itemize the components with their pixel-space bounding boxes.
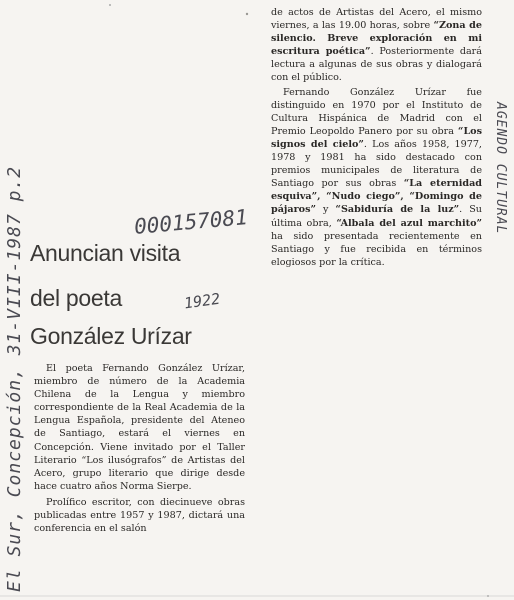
source-note-handwritten: El Sur, Concepción, 31-VIII-1987 p.2: [4, 165, 25, 592]
left-paragraph-2: Prolífico escritor, con diecinueve obras publicadas entre 1957 y 1987, dictará una conferencia en el salón: [34, 496, 245, 535]
headline-line-2: del poeta: [30, 285, 122, 311]
right-paragraph-2: Fernando González Urízar fue distinguido en 1970 por el Instituto de Cultura Hispánica de Madrid con el Premio Leopoldo Panero por su obra “Los signos del cielo”. Los años 1958, 1977, 1978 y 1981 ha sido destacado con premios municipales de literatura de Santiago por sus obras “La eternidad esquiva”, “Nudo ciego”, “Domingo de pájaros” y “Sabiduría de la luz”. Su última obra, “Albala del azul marchito” ha sido presentada recientemente en Santiago y fue recibida en términos elogiosos por la crítica.: [271, 86, 482, 268]
headline-line-1: Anuncian visita: [30, 240, 181, 266]
left-article-column: [34, 362, 245, 535]
catalog-number-handwritten: 000157081: [133, 205, 249, 239]
section-note-handwritten: AGENDO CULTURAL: [493, 102, 508, 235]
left-paragraph-1: El poeta Fernando González Urízar, miembro de número de la Academia Chilena de la Lengua y miembro correspondiente de la Real Academia de la Lengua Española, presidente del Ateneo de Santiago, estará el viernes en Concepción. Viene invitado por el Taller Literario “Los ilusógrafos” de Artistas del Acero, grupo literario que dirige desde hace cuatro años Norma Sierpe.: [34, 363, 245, 492]
year-note-handwritten: 1922: [182, 289, 222, 313]
headline-line-3: González Urízar: [30, 323, 192, 349]
right-paragraph-1: de actos de Artistas del Acero, el mismo viernes, a las 19.00 horas, sobre “Zona de silencio. Breve exploración en mi escritura poética”. Posteriormente dará lectura a algunas de sus obras y dialogará con el público.: [271, 7, 482, 84]
right-article-column: [271, 6, 482, 269]
